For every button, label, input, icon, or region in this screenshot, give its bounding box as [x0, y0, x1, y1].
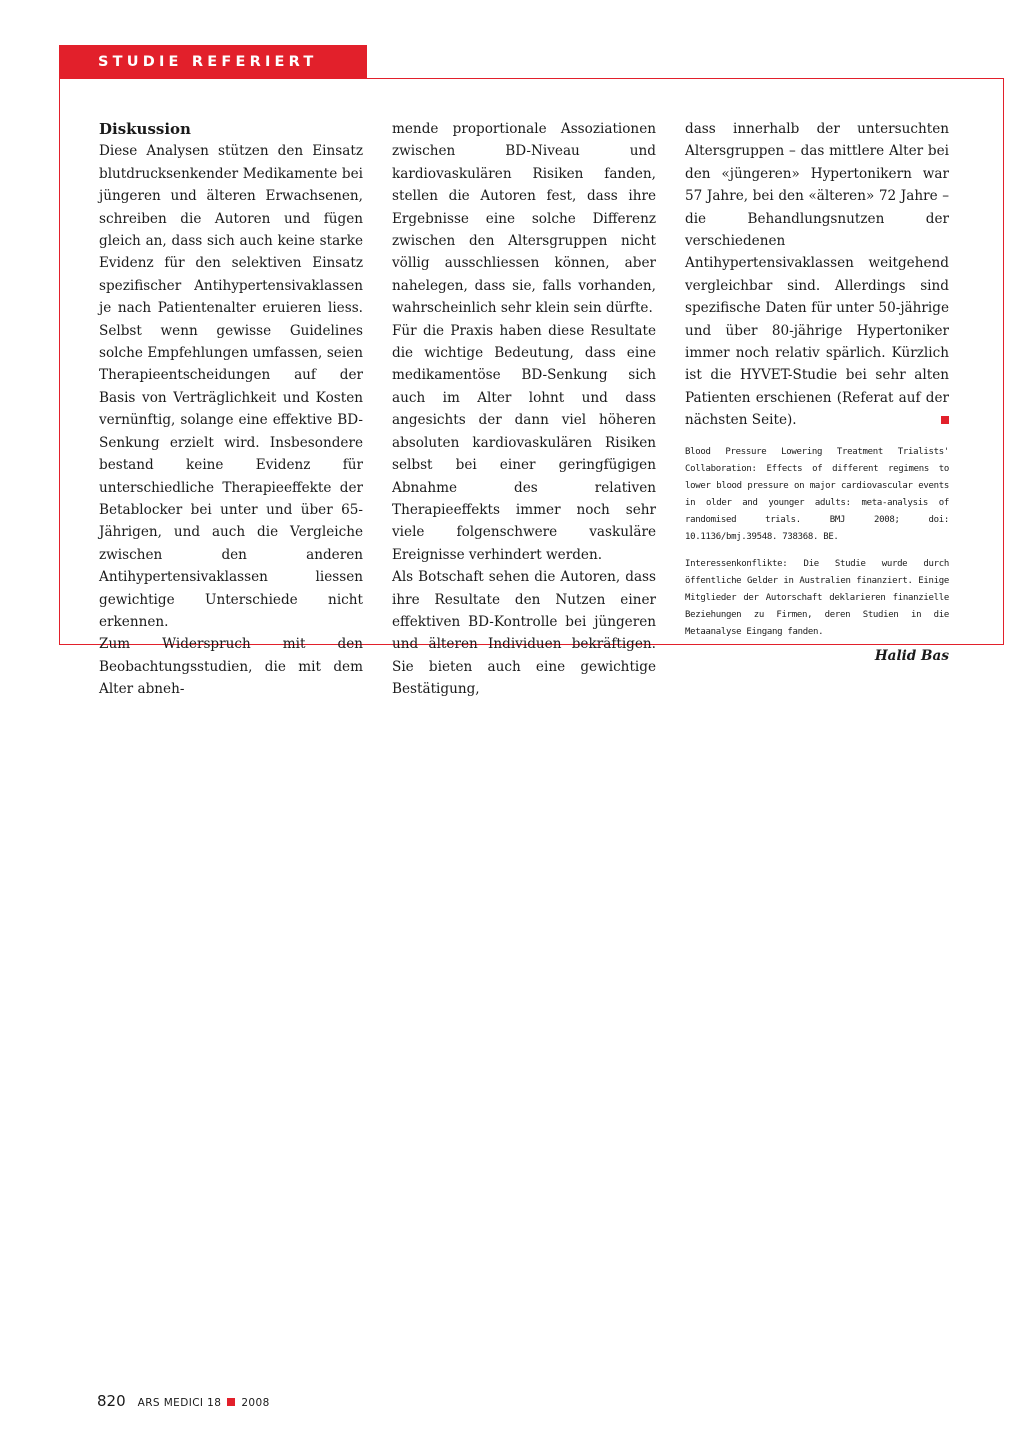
section-label: STUDIE REFERIERT: [98, 54, 318, 70]
conflict-of-interest-note: Interessenkonflikte: Die Studie wurde durch öffentliche Gelder in Australien finanziert. Einige Mitglieder der Autorschaft deklarieren finanzielle Beziehungen zu Firmen, deren Studien in die Metaanalyse Eingang fanden.: [685, 558, 949, 637]
paragraph: Diese Analysen stützen den Einsatz blutdrucksenkender Medikamente bei jüngeren und älteren Erwachsenen, schreiben die Autoren und fügen gleich an, dass sich auch keine starke Evidenz für den selektiven Einsatz spezifischer Antihypertensivaklassen je nach Patientenalter eruieren liess. Selbst wenn gewisse Guidelines solche Empfehlungen umfassen, seien Therapieentscheidungen auf der Basis von Verträglichkeit und Kosten vernünftig, solange eine effektive BD-Senkung erzielt wird. Insbesondere bestand keine Evidenz für unterschiedliche Therapieeffekte der Betablocker bei unter und über 65-Jährigen, und auch die Vergleiche zwischen den anderen Antihypertensivaklassen liessen gewichtige Unterschiede nicht erkennen.: [99, 143, 363, 630]
author-name: Halid Bas: [874, 647, 949, 664]
section-heading: Diskussion: [99, 120, 191, 138]
paragraph: mende proportionale Assoziationen zwischen BD-Niveau und kardiovaskulären Risiken fanden, stellen die Autoren fest, dass ihre Ergebnisse eine solche Differenz zwischen den Altersgruppen nicht völlig ausschliessen können, aber nahelegen, dass sie, falls vorhanden, wahrscheinlich sehr klein sein dürfte.: [392, 121, 656, 317]
text-column-1: [99, 118, 363, 701]
page-footer: [97, 1392, 270, 1410]
paragraph: dass innerhalb der untersuchten Altersgruppen – das mittlere Alter bei den «jüngeren» Hypertonikern war 57 Jahre, bei den «älteren» 72 Jahre – die Behandlungsnutzen der verschiedenen Antihypertensivaklassen weitgehend vergleichbar sind. Allerdings sind spezifische Daten für unter 50-jährige und über 80-jährige Hypertoniker immer noch relativ spärlich. Kürzlich ist die HYVET-Studie bei sehr alten Patienten erschienen (Referat auf der nächsten Seite).: [685, 121, 949, 429]
reference-citation: Blood Pressure Lowering Treatment Trialists' Collaboration: Effects of different regimens to lower blood pressure on major cardiovascular events in older and younger adults: meta-analysis of randomised trials. BMJ 2008; doi: 10.1136/bmj.39548. 738368. BE.: [685, 446, 949, 542]
magazine-name: ARS MEDICI 18: [137, 1397, 222, 1409]
text-column-2: [392, 118, 656, 701]
section-tab: [59, 45, 367, 79]
paragraph-with-endmark: [685, 118, 949, 432]
paragraph: Zum Widerspruch mit den Beobachtungsstudien, die mit dem Alter abneh-: [99, 636, 363, 698]
footer-square-icon: [227, 1398, 235, 1406]
issue-year: 2008: [241, 1397, 270, 1409]
page-number: 820: [97, 1392, 126, 1410]
end-square-icon: [941, 416, 949, 424]
text-column-3: [685, 118, 949, 667]
paragraph: Als Botschaft sehen die Autoren, dass ihre Resultate den Nutzen einer effektiven BD-Kontrolle bei jüngeren und älteren Individuen bekräftigen. Sie bieten auch eine gewichtige Bestätigung,: [392, 569, 656, 698]
paragraph: Für die Praxis haben diese Resultate die wichtige Bedeutung, dass eine medikamentöse BD-Senkung sich auch im Alter lohnt und dass angesichts der dann viel höheren absoluten kardiovaskulären Risiken selbst bei einer geringfügigen Abnahme des relativen Therapieeffekts immer noch sehr viele folgenschwere vaskuläre Ereignisse verhindert werden.: [392, 322, 656, 563]
